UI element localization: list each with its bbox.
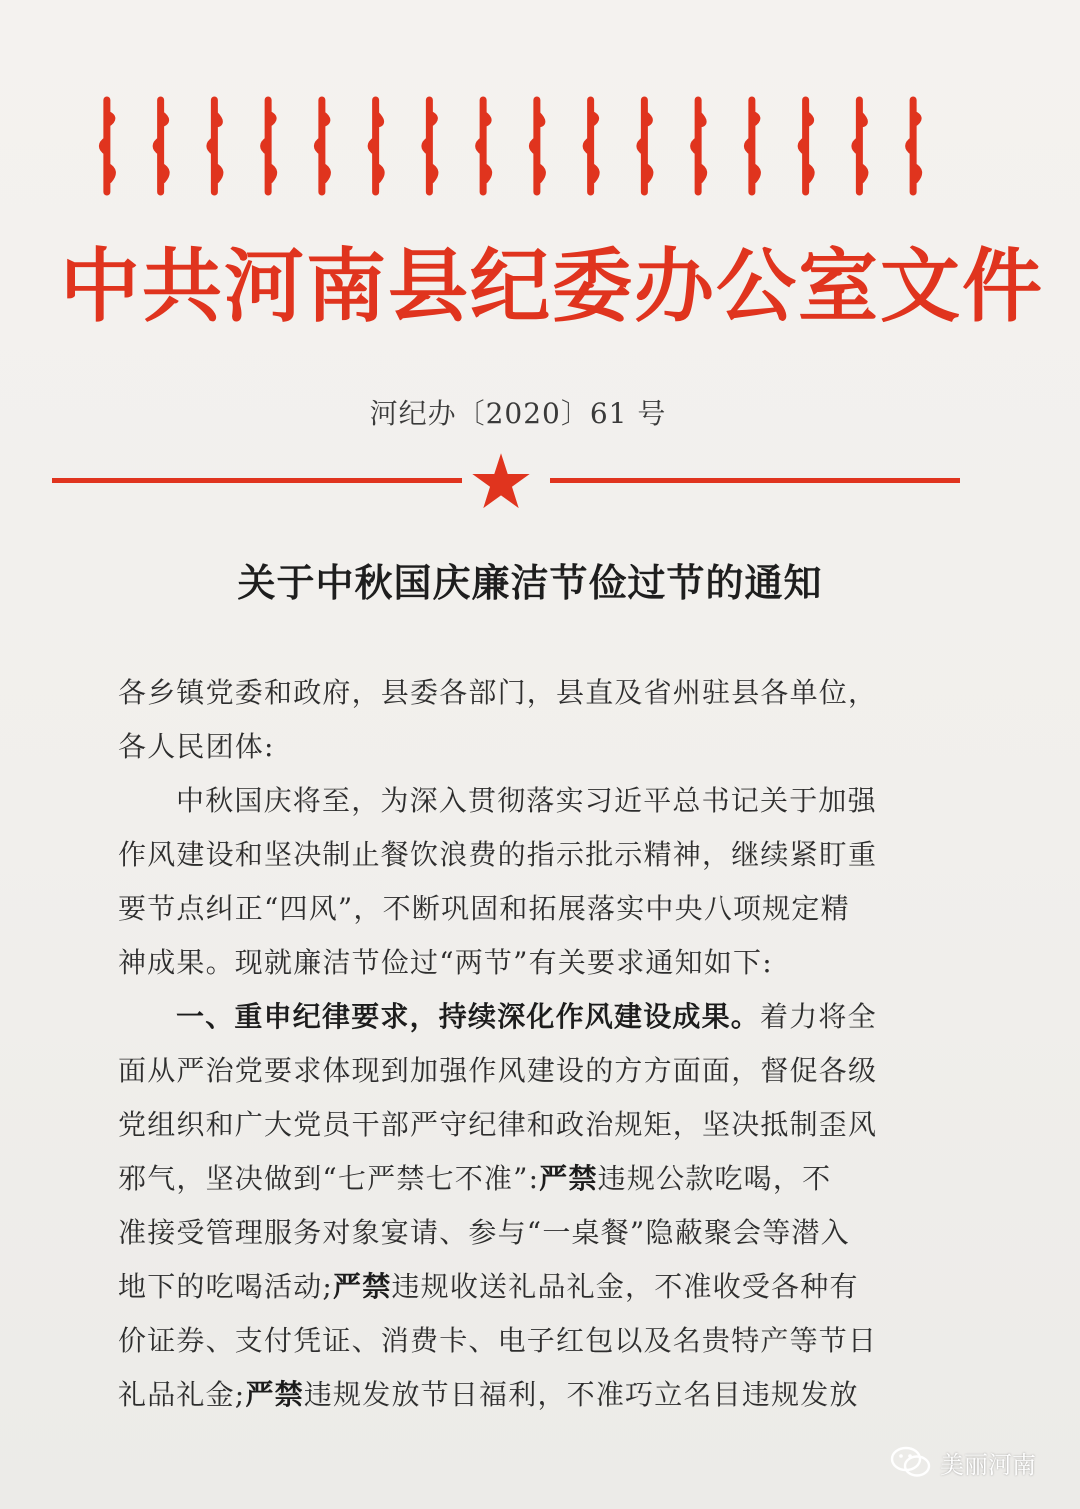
body-line (118, 1368, 918, 1422)
mongolian-glyph-column (210, 100, 220, 192)
body-line (118, 990, 918, 1044)
document-number: 河纪办〔2020〕61 号 (369, 397, 667, 430)
mongolian-script-logo (80, 92, 940, 202)
body-line-text: 违规发放节日福利，不准巧立名目违规发放 (303, 1378, 859, 1411)
body-line (118, 1206, 918, 1260)
red-star-icon (470, 452, 532, 510)
mongolian-glyph-column (264, 100, 274, 192)
body-line (118, 1044, 918, 1098)
red-divider-left (52, 478, 462, 483)
mongolian-glyph-column (855, 100, 865, 192)
wechat-icon (890, 1444, 932, 1480)
body-line-text: 党组织和广大党员干部严守纪律和政治规矩，坚决抵制歪风 (118, 1108, 878, 1141)
body-line-text: 各乡镇党委和政府，县委各部门，县直及省州驻县各单位， (118, 676, 878, 709)
mongolian-glyph-column (317, 100, 327, 192)
body-line-text: 价证券、支付凭证、消费卡、电子红包以及名贵特产等节日 (118, 1324, 878, 1357)
mongolian-glyph-column (532, 100, 542, 192)
body-line-text: 违规公款吃喝，不 (597, 1162, 832, 1195)
mongolian-glyph-column (586, 100, 596, 192)
body-line-text: 地下的吃喝活动; (118, 1270, 334, 1303)
mongolian-glyph-column (801, 100, 811, 192)
issuing-office-title: 中共河南县纪委办公室文件 (60, 240, 1044, 333)
body-line (118, 1314, 918, 1368)
mongolian-glyph-column (102, 100, 112, 192)
body-line-text: 中秋国庆将至，为深入贯彻落实习近平总书记关于加强 (176, 784, 877, 817)
source-watermark (890, 1440, 1036, 1484)
body-line-text: 着力将全 (760, 1000, 877, 1033)
body-line (118, 720, 918, 774)
body-line-text: 作风建设和坚决制止餐饮浪费的指示批示精神，继续紧盯重 (118, 838, 878, 871)
body-line-text: 邪气，坚决做到“七严禁七不准”: (118, 1162, 540, 1195)
section-heading: 一、重申纪律要求，持续深化作风建设成果。 (176, 1000, 761, 1033)
emphasis-text: 严禁 (333, 1270, 392, 1303)
body-line (118, 936, 918, 990)
body-line (118, 1260, 918, 1314)
body-line-text: 违规收送礼品礼金，不准收受各种有 (391, 1270, 859, 1303)
body-line (118, 1098, 918, 1152)
mongolian-glyph-column (425, 100, 435, 192)
mongolian-glyph-column (640, 100, 650, 192)
body-line-text: 各人民团体: (118, 730, 275, 763)
body-line (118, 1152, 918, 1206)
body-line-text: 礼品礼金; (118, 1378, 246, 1411)
watermark-label: 美丽河南 (940, 1450, 1036, 1479)
mongolian-glyph-column (156, 100, 166, 192)
mongolian-glyph-column (479, 100, 489, 192)
body-line-text: 要节点纠正“四风”，不断巩固和拓展落实中央八项规定精 (118, 892, 850, 925)
emphasis-text: 严禁 (539, 1162, 598, 1195)
notice-title: 关于中秋国庆廉洁节俭过节的通知 (237, 560, 823, 605)
body-line (118, 882, 918, 936)
emphasis-text: 严禁 (245, 1378, 304, 1411)
body-line-text: 准接受管理服务对象宴请、参与“一桌餐”隐蔽聚会等潜入 (118, 1216, 850, 1249)
red-divider-right (550, 478, 960, 483)
body-line-text: 面从严治党要求体现到加强作风建设的方方面面，督促各级 (118, 1054, 878, 1087)
body-line (118, 774, 918, 828)
body-line (118, 828, 918, 882)
body-line (118, 666, 918, 720)
mongolian-glyph-column (371, 100, 381, 192)
mongolian-glyph-column (909, 100, 919, 192)
mongolian-glyph-column (694, 100, 704, 192)
body-line-text: 神成果。现就廉洁节俭过“两节”有关要求通知如下: (118, 946, 773, 979)
mongolian-glyph-column (747, 100, 757, 192)
notice-body (118, 666, 918, 1422)
